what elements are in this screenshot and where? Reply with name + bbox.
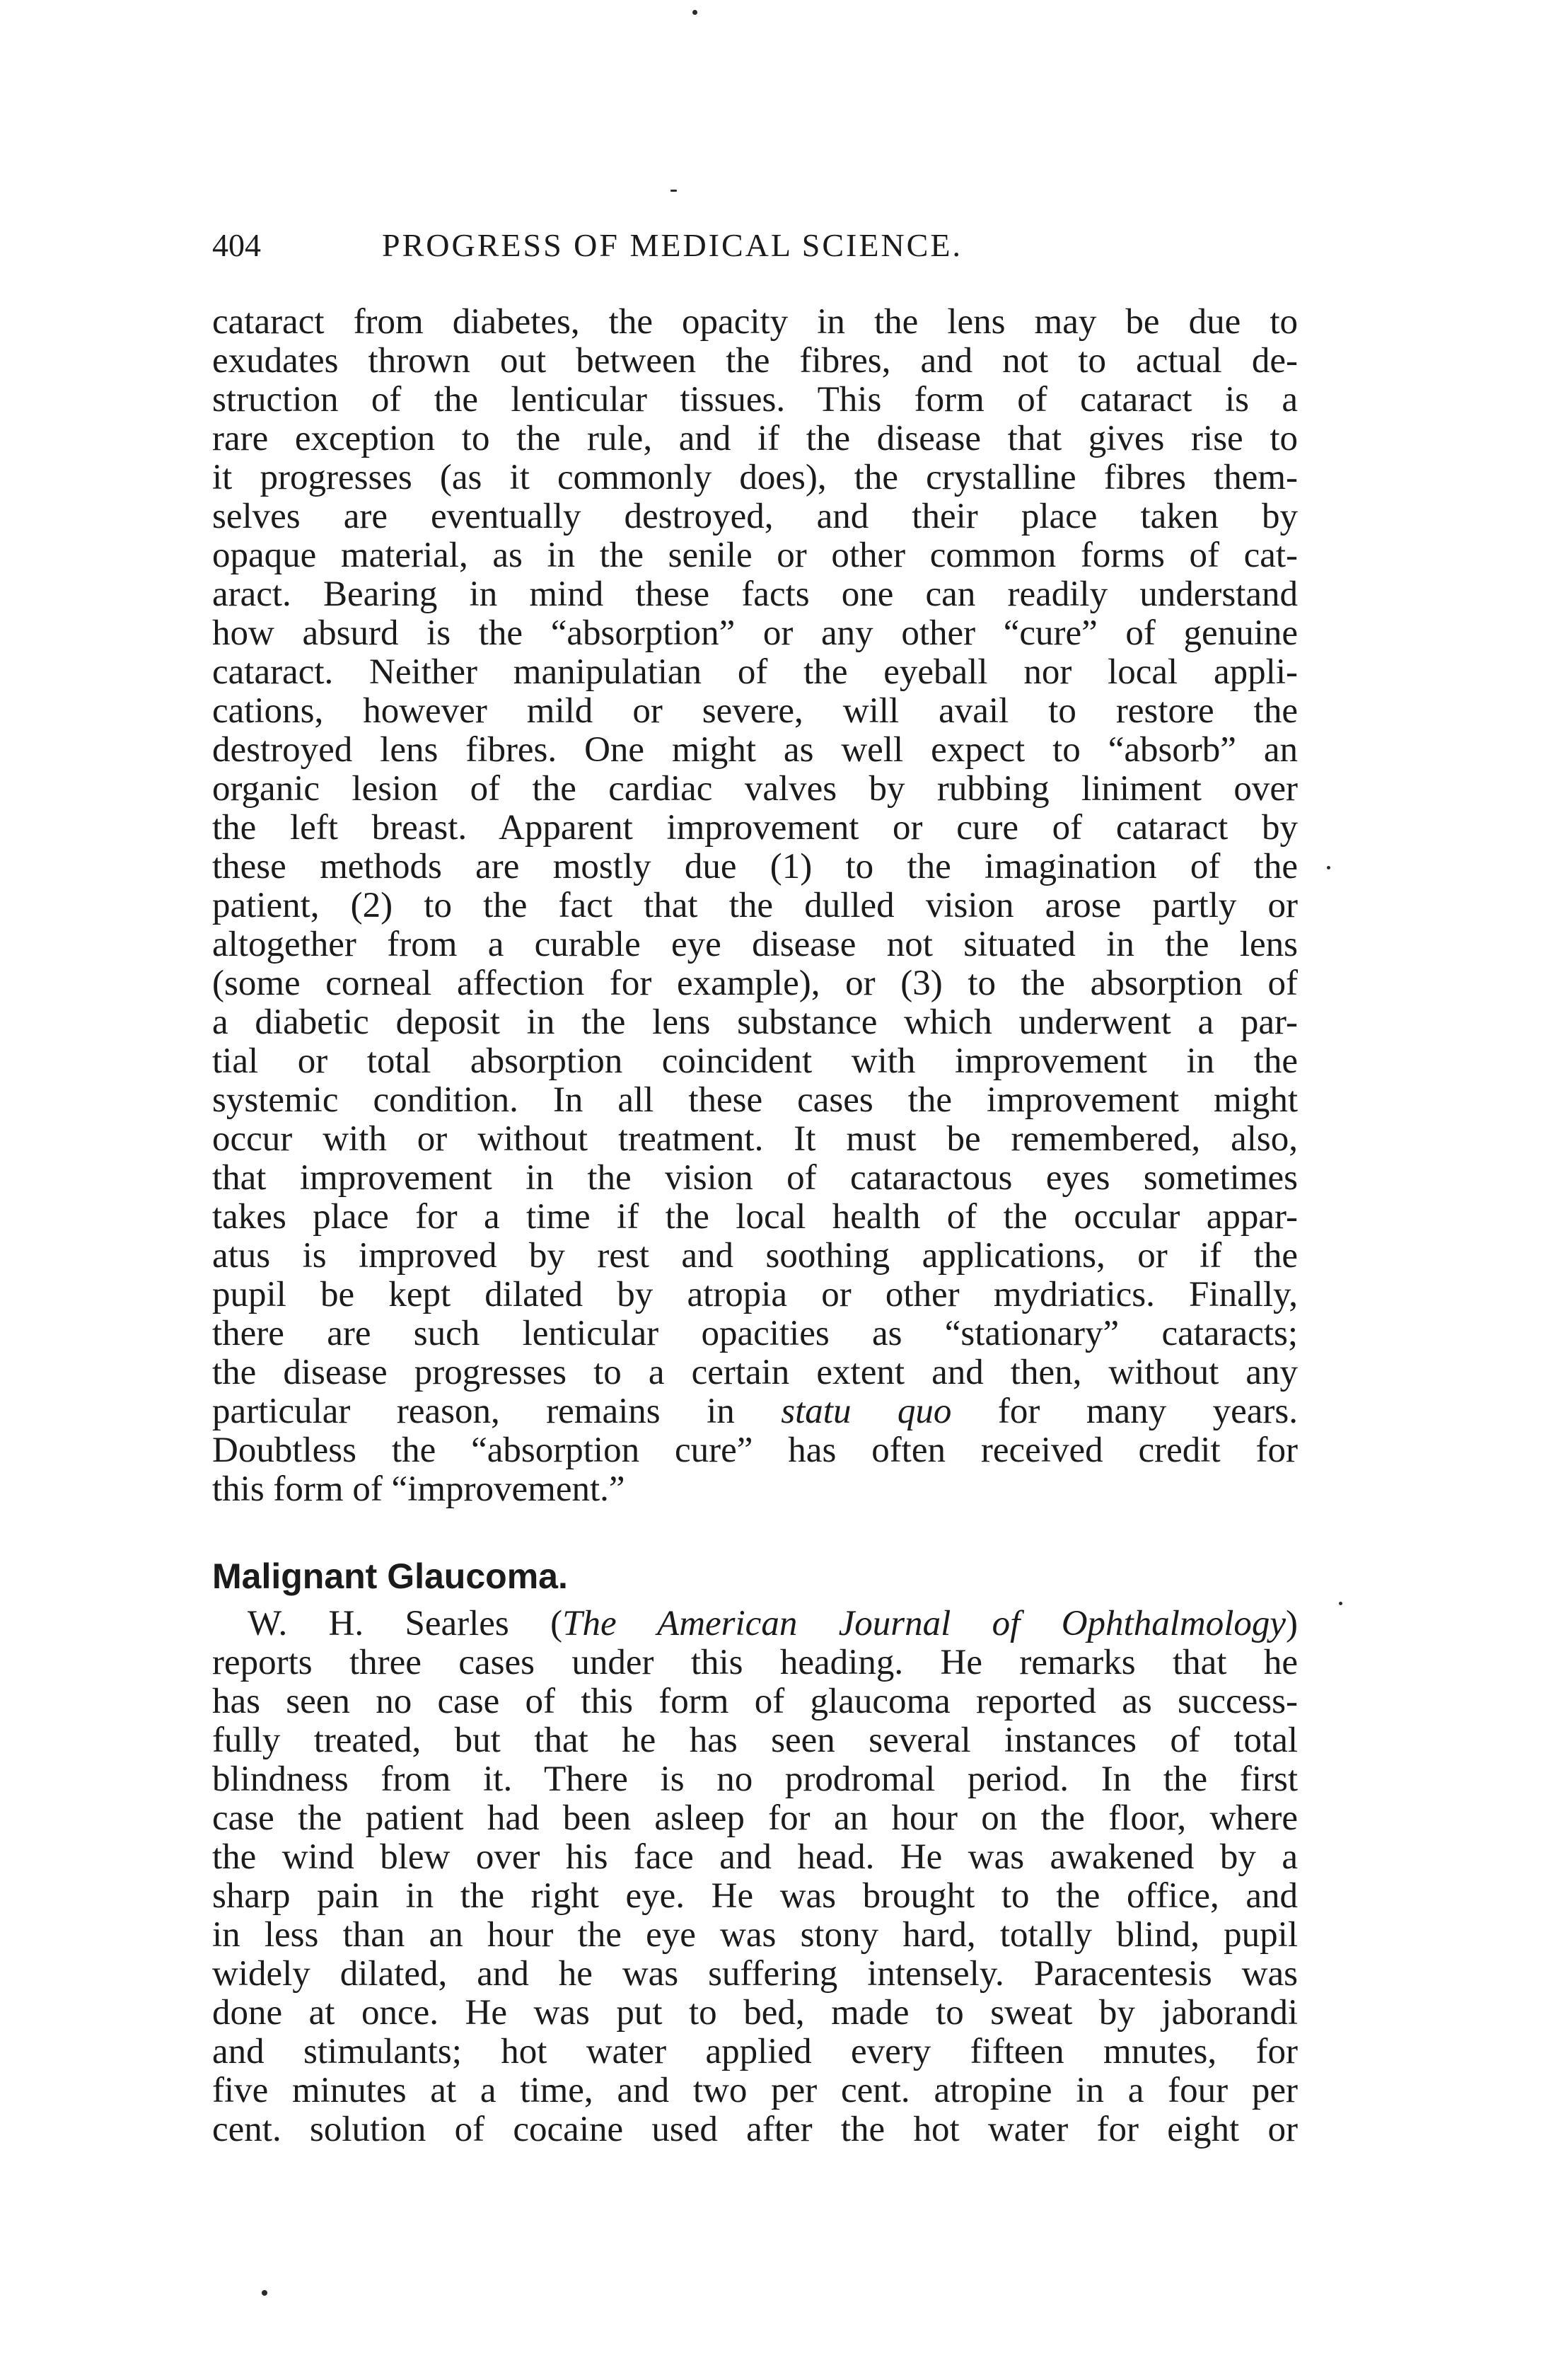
scan-speck (1339, 1602, 1342, 1605)
text-line: five minutes at a time, and two per cent. atropine in a four per (212, 2071, 1298, 2110)
text-line: (some corneal affection for example), or (3) to the absorption of (212, 964, 1298, 1003)
text-line: rare exception to the rule, and if the disease that gives rise to (212, 420, 1298, 458)
scan-speck (692, 10, 697, 15)
text-line: altogether from a curable eye disease not situated in the lens (212, 925, 1298, 964)
text-line: patient, (2) to the fact that the dulled vision arose partly or (212, 886, 1298, 925)
text-line: has seen no case of this form of glaucoma reported as success- (212, 1682, 1298, 1721)
text-line: reports three cases under this heading. He remarks that he (212, 1643, 1298, 1682)
text-line: aract. Bearing in mind these facts one can readily understand (212, 575, 1298, 614)
body-text (212, 303, 1298, 2149)
text-line: cataract. Neither manipulatian of the eyeball nor local appli- (212, 653, 1298, 692)
paragraph-glaucoma (212, 1605, 1298, 2149)
text-line: destroyed lens fibres. One might as well expect to “absorb” an (212, 731, 1298, 770)
text-line: the left breast. Apparent improvement or cure of cataract by (212, 809, 1298, 848)
text-line: in less than an hour the eye was stony hard, totally blind, pupil (212, 1916, 1298, 1955)
running-title: PROGRESS OF MEDICAL SCIENCE. (382, 227, 963, 263)
text-line: this form of “improvement.” (212, 1470, 625, 1509)
text-line: there are such lenticular opacities as “stationary” cataracts; (212, 1314, 1298, 1353)
text-line: selves are eventually destroyed, and their place taken by (212, 497, 1298, 536)
text-line: struction of the lenticular tissues. This form of cataract is a (212, 381, 1298, 420)
text-line: pupil be kept dilated by atropia or other mydriatics. Finally, (212, 1276, 1298, 1314)
text-span: W. H. Searles ( (248, 1605, 563, 1643)
text-line: that improvement in the vision of cataractous eyes sometimes (212, 1159, 1298, 1198)
scan-speck (670, 190, 677, 192)
text-line: cations, however mild or severe, will avail to restore the (212, 692, 1298, 731)
text-line-citation (212, 1605, 1298, 1643)
page-number: 404 (212, 227, 261, 263)
text-line: takes place for a time if the local health of the occular appar- (212, 1198, 1298, 1237)
text-line: widely dilated, and he was suffering intensely. Paracentesis was (212, 1955, 1298, 1994)
text-line: fully treated, but that he has seen several instances of total (212, 1721, 1298, 1760)
text-line: blindness from it. There is no prodromal period. In the first (212, 1760, 1298, 1799)
text-line: and stimulants; hot water applied every fifteen mnutes, for (212, 2033, 1298, 2071)
text-line: case the patient had been asleep for an hour on the floor, where (212, 1799, 1298, 1838)
text-line: cataract from diabetes, the opacity in the lens may be due to (212, 303, 1298, 342)
text-line: done at once. He was put to bed, made to sweat by jaborandi (212, 1994, 1298, 2033)
text-line: how absurd is the “absorption” or any other “cure” of genuine (212, 614, 1298, 653)
paragraph-cataract (212, 303, 1298, 1509)
text-span: particular reason, remains in (212, 1392, 735, 1431)
section-gap (212, 1509, 1298, 1548)
text-line: the wind blew over his face and head. He was awakened by a (212, 1838, 1298, 1877)
text-line: Doubtless the “absorption cure” has often received credit for (212, 1431, 1298, 1470)
running-head (212, 221, 1298, 270)
journal-title: The American Journal of Ophthalmology (562, 1605, 1287, 1643)
scan-speck (1327, 866, 1330, 869)
text-line: atus is improved by rest and soothing applications, or if the (212, 1237, 1298, 1276)
text-line: sharp pain in the right eye. He was brought to the office, and (212, 1877, 1298, 1916)
text-line: cent. solution of cocaine used after the hot water for eight or (212, 2110, 1298, 2149)
text-span: ) (1286, 1605, 1298, 1643)
italic-phrase: statu quo (781, 1392, 952, 1431)
text-line: a diabetic deposit in the lens substance which underwent a par- (212, 1003, 1298, 1042)
text-line: systemic condition. In all these cases the improvement might (212, 1081, 1298, 1120)
text-line: exudates thrown out between the fibres, and not to actual de- (212, 342, 1298, 381)
text-line: tial or total absorption coincident with improvement in the (212, 1042, 1298, 1081)
scan-speck (262, 2290, 267, 2296)
text-line: occur with or without treatment. It must be remembered, also, (212, 1120, 1298, 1159)
text-line: the disease progresses to a certain extent and then, without any (212, 1353, 1298, 1392)
text-line-statu-quo (212, 1392, 1298, 1431)
text-line: organic lesion of the cardiac valves by rubbing liniment over (212, 770, 1298, 809)
section-heading: Malignant Glaucoma. (212, 1556, 568, 1596)
text-span: for many years. (997, 1392, 1298, 1431)
text-line: it progresses (as it commonly does), the crystalline fibres them- (212, 458, 1298, 497)
text-line: opaque material, as in the senile or other common forms of cat- (212, 536, 1298, 575)
text-line: these methods are mostly due (1) to the imagination of the (212, 848, 1298, 886)
